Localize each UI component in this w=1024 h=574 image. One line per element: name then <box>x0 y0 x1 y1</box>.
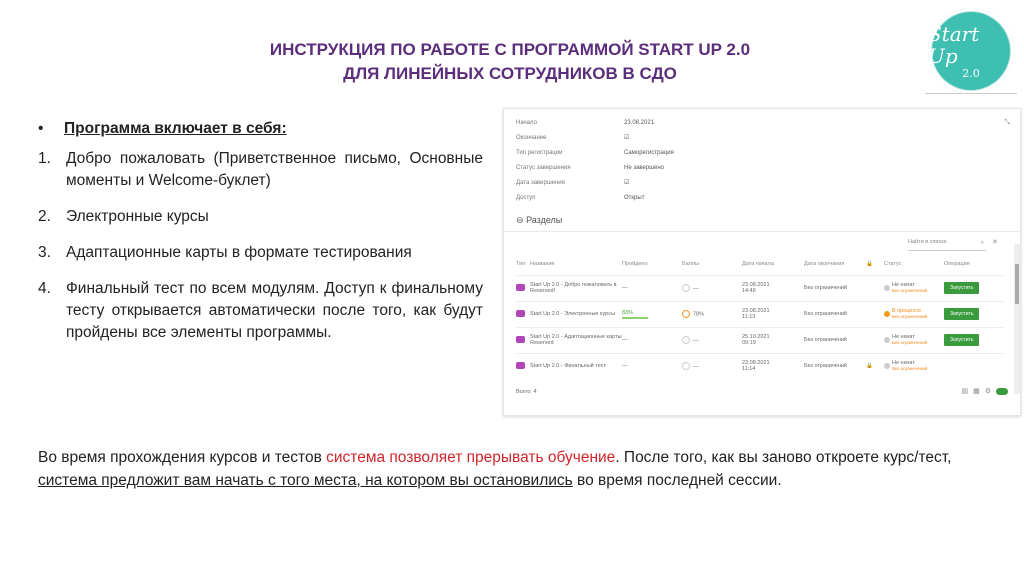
item-start-date: 25.10.2021 <box>742 334 770 340</box>
item-passed: — <box>622 337 628 343</box>
highlight-underline: система предложит вам начать с того места, на котором вы остановились <box>38 472 573 489</box>
table-row <box>516 353 1004 378</box>
detail-value: ☑ <box>624 135 630 141</box>
item-start-time: 09:19 <box>742 340 756 346</box>
item-score: — <box>693 285 699 292</box>
status-badge: В процессе <box>892 308 921 314</box>
status-sub: Без ограничений <box>892 366 928 371</box>
detail-value: ☑ <box>624 180 630 186</box>
detail-row <box>516 190 816 205</box>
detail-row <box>516 130 816 145</box>
table-total: Всего: 4 <box>516 389 537 395</box>
item-name[interactable]: Start Up 2.0 - Добро пожаловать в Reserved! <box>530 282 617 294</box>
status-dot-icon <box>884 311 890 317</box>
item-passed: 83% <box>622 309 634 316</box>
item-score: — <box>693 337 699 344</box>
item-number: 4. <box>38 280 51 297</box>
item-start-time: 11:13 <box>742 314 756 320</box>
program-details <box>516 115 816 205</box>
detail-value: Не завершено <box>624 164 665 171</box>
item-end-date: Без ограничений <box>804 285 847 291</box>
status-sub: Без ограничений <box>892 340 928 345</box>
score-ring-icon <box>682 362 690 370</box>
search-placeholder: Найти в списке <box>908 239 947 245</box>
item-name[interactable]: Start Up 2.0 - Электронные курсы <box>530 311 615 317</box>
detail-key: Статус завершения <box>516 164 571 171</box>
section-divider <box>504 231 1020 232</box>
footer-paragraph <box>38 446 988 492</box>
launch-button[interactable]: Запустить <box>944 308 979 320</box>
detail-row <box>516 115 816 130</box>
status-badge: Не начат <box>892 360 915 366</box>
item-text: Финальный тест по всем модулям. Доступ к финальному тесту открывается автоматически после того, как будут пройдены все элементы программы. <box>66 280 483 341</box>
score-ring-icon <box>682 284 690 292</box>
text-part: во время последней сессии. <box>572 472 782 489</box>
item-score: 78% <box>693 311 705 318</box>
item-text: Электронные курсы <box>66 208 209 225</box>
detail-key: Тип регистрации <box>516 149 563 156</box>
view-list-icon[interactable]: ▤ <box>961 388 969 395</box>
progress-bar <box>622 317 648 319</box>
course-type-icon <box>516 362 525 369</box>
start-up-logo <box>928 8 1014 94</box>
status-badge: Не начат <box>892 282 915 288</box>
logo-divider <box>925 93 1017 94</box>
item-number: 2. <box>38 208 51 225</box>
item-start-time: 14:46 <box>742 288 756 294</box>
detail-key: Дата завершения <box>516 179 565 186</box>
detail-key: Окончание <box>516 134 547 141</box>
table-footer-tools <box>961 387 1008 395</box>
item-end-date: Без ограничений <box>804 363 847 369</box>
detail-row <box>516 160 816 175</box>
item-text: Добро пожаловать (Приветственное письмо, Основные моменты и Welcome-буклет) <box>66 150 483 189</box>
column-header[interactable]: Статус <box>884 261 902 267</box>
title-line-2: ДЛЯ ЛИНЕЙНЫХ СОТРУДНИКОВ В СДО <box>343 64 677 83</box>
logo-text: Start Up <box>928 21 980 68</box>
program-heading-text: Программа включает в себя: <box>64 120 287 137</box>
detail-key: Начало <box>516 119 537 126</box>
item-end-date: Без ограничений <box>804 337 847 343</box>
sections-header[interactable] <box>516 215 562 226</box>
column-header[interactable]: Тип <box>516 261 526 267</box>
expand-icon[interactable]: ⤡ <box>1004 119 1010 126</box>
scrollbar[interactable] <box>1014 244 1020 394</box>
title-line-1: ИНСТРУКЦИЯ ПО РАБОТЕ С ПРОГРАММОЙ START UP 2.0 <box>269 40 751 59</box>
launch-button[interactable]: Запустить <box>944 282 979 294</box>
score-ring-icon <box>682 310 690 318</box>
item-score: — <box>693 363 699 370</box>
view-grid-icon[interactable]: ▦ <box>973 388 980 395</box>
column-header[interactable]: Название <box>530 261 555 267</box>
toggle-switch[interactable] <box>996 388 1008 395</box>
sections-title: Разделы <box>526 215 563 225</box>
program-list <box>38 118 483 358</box>
status-badge: Не начат <box>892 334 915 340</box>
text-part: . После того, как вы заново откроете курс/тест, <box>615 449 952 466</box>
lms-screenshot <box>503 108 1021 416</box>
list-item <box>38 206 483 228</box>
detail-value: 23.08.2021 <box>624 119 655 126</box>
item-passed: — <box>622 285 628 291</box>
item-number: 1. <box>38 150 51 167</box>
collapse-icon[interactable]: ⊖ <box>516 215 524 225</box>
detail-key: Доступ <box>516 194 536 201</box>
lock-icon: 🔒 <box>866 363 873 369</box>
highlight-red: система позволяет прерывать обучение <box>326 449 616 466</box>
item-end-date: Без ограничений <box>804 311 847 317</box>
item-start-date: 23.08.2021 <box>742 308 770 314</box>
item-name[interactable]: Start Up 2.0 - Финальный тест <box>530 363 607 369</box>
course-type-icon <box>516 284 525 291</box>
detail-value: Открыт <box>624 194 645 201</box>
column-header[interactable]: Баллы <box>682 261 700 267</box>
detail-row <box>516 175 816 190</box>
lock-column-icon: 🔒 <box>866 261 873 267</box>
column-header[interactable]: Операция <box>944 261 970 267</box>
course-type-icon <box>516 310 525 317</box>
item-text: Адаптационные карты в формате тестирования <box>66 244 412 261</box>
text-part: Во время прохождения курсов и тестов <box>38 449 327 466</box>
item-name[interactable]: Start Up 2.0 - Адаптационные карты Reserved <box>530 334 622 346</box>
program-heading <box>38 118 483 140</box>
score-ring-icon <box>682 336 690 344</box>
table-row <box>516 275 1004 300</box>
list-item <box>38 278 483 344</box>
item-start-time: 11:14 <box>742 366 756 372</box>
item-start-date: 23.08.2021 <box>742 282 770 288</box>
detail-value: Саморегистрация <box>624 149 674 156</box>
status-dot-icon <box>884 363 890 369</box>
logo-version: 2.0 <box>962 66 980 80</box>
course-type-icon <box>516 336 525 343</box>
status-sub: Без ограничений <box>892 314 928 319</box>
clear-icon[interactable]: ✕ <box>992 239 998 246</box>
scrollbar-thumb[interactable] <box>1015 264 1019 304</box>
status-sub: Без ограничений <box>892 288 928 293</box>
column-header[interactable]: Пройдено <box>622 261 648 267</box>
page-title <box>160 38 860 86</box>
item-start-date: 23.08.2021 <box>742 360 770 366</box>
search-icon: ⌕ <box>980 240 984 246</box>
search-input[interactable] <box>908 239 986 251</box>
bullet-mark: • <box>38 120 44 137</box>
status-dot-icon <box>884 337 890 343</box>
item-number: 3. <box>38 244 51 261</box>
settings-icon[interactable]: ⚙ <box>984 388 991 395</box>
launch-button[interactable]: Запустить <box>944 334 979 346</box>
column-header[interactable]: Дата окончания <box>804 261 845 267</box>
column-header[interactable]: Дата начала <box>742 261 774 267</box>
status-dot-icon <box>884 285 890 291</box>
table-header <box>516 261 1004 273</box>
list-item <box>38 148 483 192</box>
table-row <box>516 327 1004 352</box>
list-item <box>38 242 483 264</box>
item-passed: — <box>622 363 628 369</box>
detail-row <box>516 145 816 160</box>
table-row <box>516 301 1004 326</box>
